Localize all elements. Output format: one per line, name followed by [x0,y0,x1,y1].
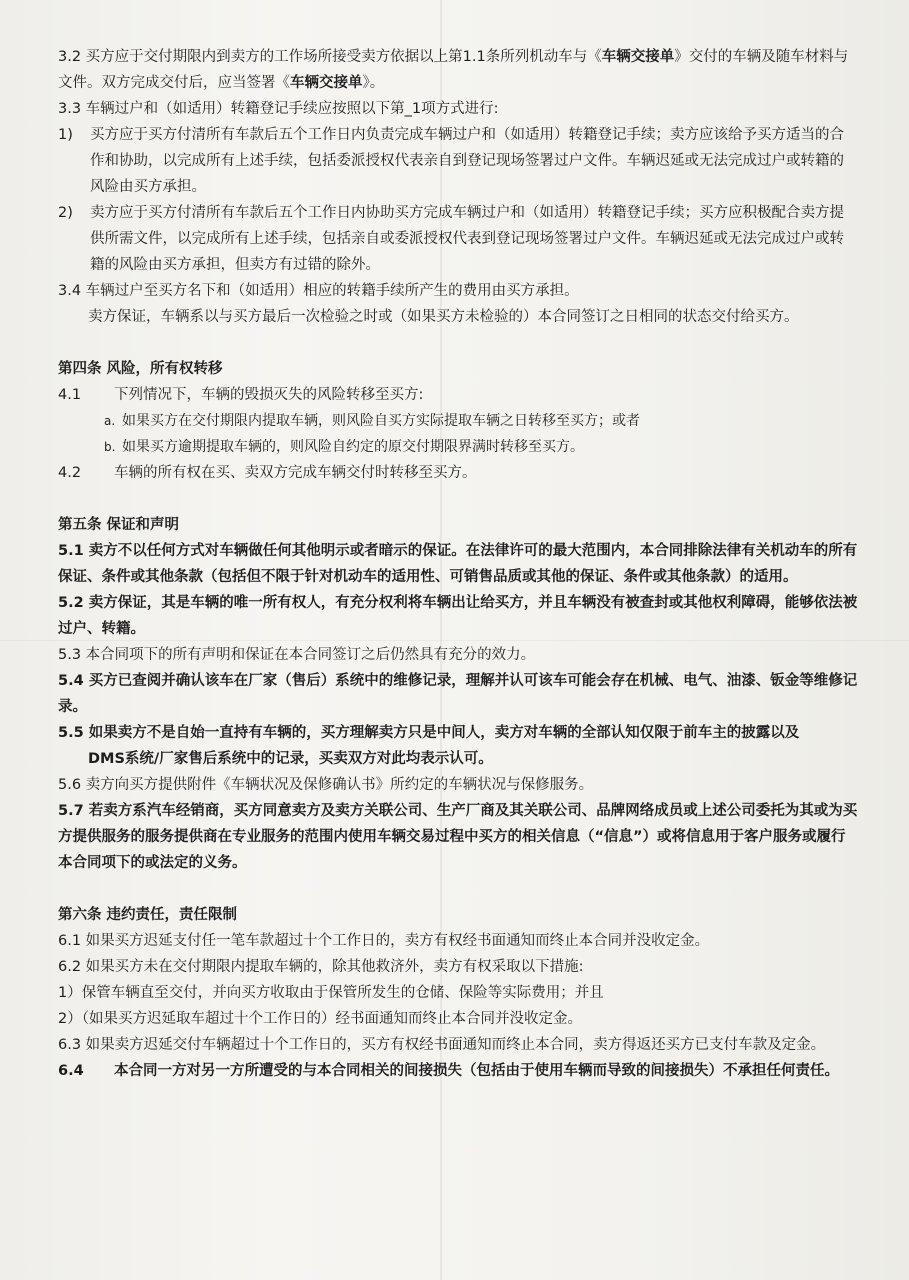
doc-name-handover-1: 车辆交接单 [601,49,675,65]
contract-body [58,44,858,1084]
clause-5-5: 5.5 如果卖方不是自始一直持有车辆的，买方理解卖方只是中间人，卖方对车辆的全部认知仅限于前车主的披露以及 [58,725,800,741]
clause-4-1: 4.1 下列情况下，车辆的毁损灭失的风险转移至买方: [58,387,424,403]
clause-6-3: 6.3 如果卖方迟延交付车辆超过十个工作日的，买方有权经书面通知而终止本合同，卖方得返还买方已支付车款及定金。 [58,1037,826,1053]
clause-6-2-item-2: 2）（如果买方迟延取车超过十个工作日的）经书面通知而终止本合同并没收定金。 [58,1011,582,1027]
clause-6-2-item-1: 1）保管车辆直至交付，并向买方收取由于保管所发生的仓储、保险等实际费用；并且 [58,985,604,1001]
article-6-title: 第六条 违约责任，责任限制 [58,907,238,923]
clause-5-6: 5.6 卖方向买方提供附件《车辆状况及保修确认书》所约定的车辆状况与保修服务。 [58,777,594,793]
clause-3-3-item-1: 1) 买方应于买方付清所有车款后五个工作日内负责完成车辆过户和（如适用）转籍登记手续；卖方应该给予买方适当的合作和协助，以完成所有上述手续，包括委派授权代表亲自到登记现场签署过户文件。车辆迟延或无法完成过户或转籍的风险由买方承担。 [58,127,844,195]
clause-5-1: 5.1 卖方不以任何方式对车辆做任何其他明示或者暗示的保证。在法律许可的最大范围内，本合同排除法律有关机动车的所有保证、条件或其他条款（包括但不限于针对机动车的适用性、可销售品质或其他的保证、条件或其他条款）的适用。 [58,543,858,585]
clause-3-4: 3.4 车辆过户至买方名下和（如适用）相应的转籍手续所产生的费用由买方承担。 [58,283,579,299]
clause-3-3-item-2: 2) 卖方应于买方付清所有车款后五个工作日内协助买方完成车辆过户和（如适用）转籍登记手续；买方应积极配合卖方提供所需文件，以完成所有上述手续，包括亲自或委派授权代表到登记现场签署过户文件。车辆迟延或无法完成过户或转籍的风险由买方承担，但卖方有过错的除外。 [58,205,844,273]
clause-5-5-cont: DMS系统/厂家售后系统中的记录，买卖双方对此均表示认可。 [88,751,493,767]
clause-6-1: 6.1 如果买方迟延支付任一笔车款超过十个工作日的，卖方有权经书面通知而终止本合同并没收定金。 [58,933,710,949]
doc-name-handover-2: 车辆交接单 [290,75,363,91]
clause-5-3: 5.3 本合同项下的所有声明和保证在本合同签订之后仍然具有充分的效力。 [58,647,536,663]
clause-5-4: 5.4 买方已查阅并确认该车在厂家（售后）系统中的维修记录，理解并认可该车可能会存在机械、电气、油漆、钣金等维修记录。 [58,673,858,715]
clause-4-1-b: b. 如果买方逾期提取车辆的，则风险自约定的原交付期限界满时转移至买方。 [104,439,584,455]
clause-6-4: 6.4 本合同一方对另一方所遭受的与本合同相关的间接损失（包括由于使用车辆而导致的间接损失）不承担任何责任。 [58,1063,839,1079]
clause-3-4-warranty: 卖方保证，车辆系以与买方最后一次检验之时或（如果买方未检验的）本合同签订之日相同的状态交付给买方。 [88,309,799,325]
clause-3-2: 3.2 买方应于交付期限内到卖方的工作场所接受卖方依据以上第1.1条所列机动车与《车辆交接单》交付的车辆及随车材料与文件。双方完成交付后，应当签署《车辆交接单》。 [58,49,849,91]
clause-6-2: 6.2 如果买方未在交付期限内提取车辆的，除其他救济外，卖方有权采取以下措施: [58,959,584,975]
clause-4-1-a: a. 如果买方在交付期限内提取车辆，则风险自买方实际提取车辆之日转移至买方；或者 [104,413,640,429]
article-5-title: 第五条 保证和声明 [58,517,180,533]
clause-4-2: 4.2 车辆的所有权在买、卖双方完成车辆交付时转移至买方。 [58,465,477,481]
clause-3-3-intro: 3.3 车辆过户和（如适用）转籍登记手续应按照以下第_1项方式进行: [58,101,499,117]
article-4-title: 第四条 风险，所有权转移 [58,361,223,377]
clause-5-2: 5.2 卖方保证，其是车辆的唯一所有权人，有充分权利将车辆出让给买方，并且车辆没有被查封或其他权利障碍，能够依法被过户、转籍。 [58,595,858,637]
clause-5-7: 5.7 若卖方系汽车经销商，买方同意卖方及卖方关联公司、生产厂商及其关联公司、品牌网络成员或上述公司委托为其或为买方提供服务的服务提供商在专业服务的范围内使用车辆交易过程中买方的相关信息（“信息”）或将信息用于客户服务或履行本合同项下的或法定的义务。 [58,803,858,871]
